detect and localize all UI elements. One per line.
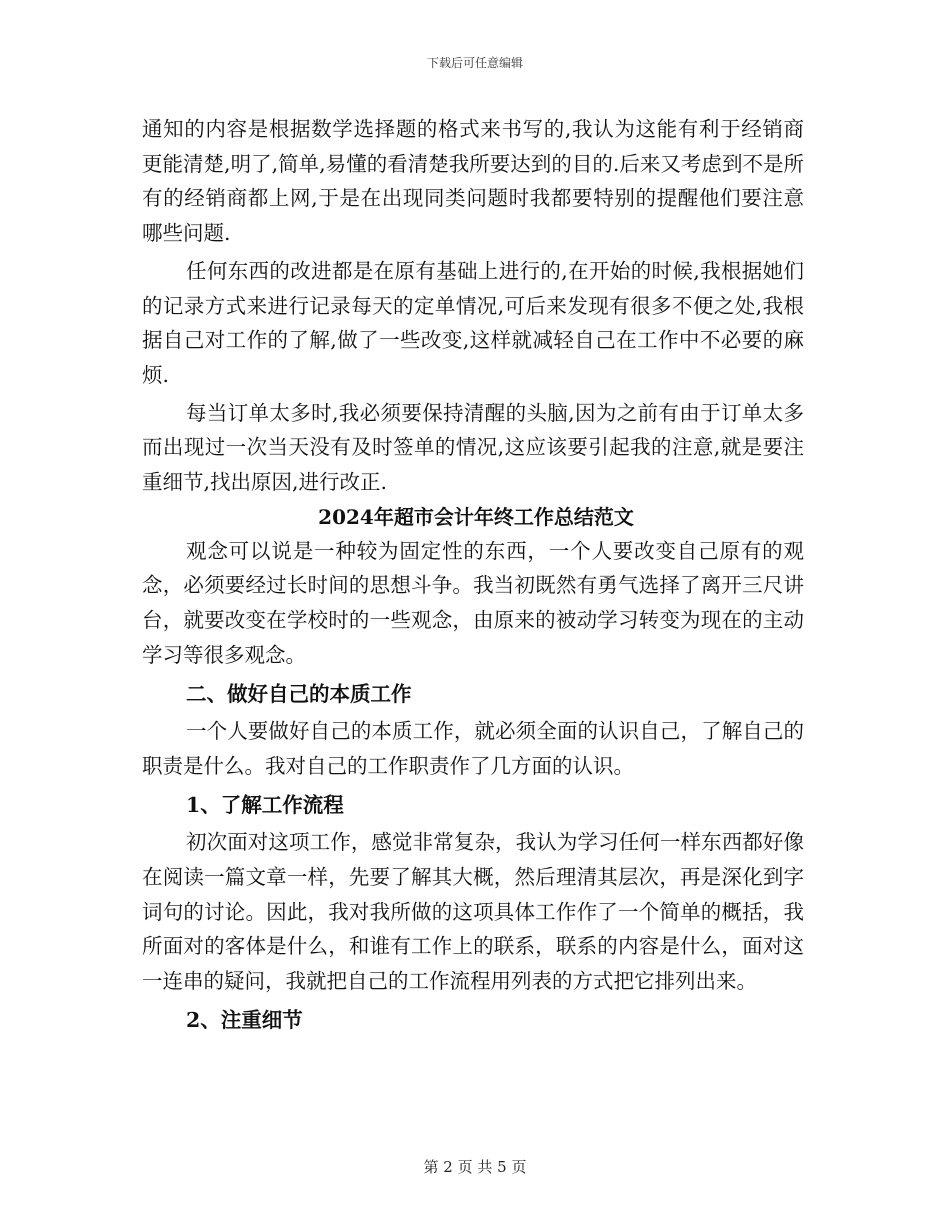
page-header: 下载后可任意编辑: [426, 56, 523, 70]
paragraph-6: 初次面对这项工作，感觉非常复杂，我认为学习任何一样东西都好像在阅读一篇文章一样，先要了解其大概，然后理清其层次，再是深化到字词句的讨论。因此，我对我所做的这项具体工作作了一个简单的概括，我所面对的客体是什么，和谁有工作上的联系，联系的内容是什么，面对这一连串的疑问，我就把自己的工作流程用列表的方式把它排列出来。: [142, 830, 804, 994]
page-footer: 第 2 页 共 5 页: [423, 1158, 527, 1176]
document-body: [142, 112, 804, 1038]
paragraph-4: 观念可以说是一种较为固定性的东西，一个人要改变自己原有的观念，必须要经过长时间的思想斗争。我当初既然有勇气选择了离开三尺讲台，就要改变在学校时的一些观念，由原来的被动学习转变为现在的主动学习等很多观念。: [142, 538, 804, 667]
paragraph-1: 通知的内容是根据数学选择题的格式来书写的,我认为这能有利于经销商更能清楚,明了,简单,易懂的看清楚我所要达到的目的.后来又考虑到不是所有的经销商都上网,于是在出现同类问题时我都要特别的提醒他们要注意哪些问题.: [142, 117, 804, 246]
subsection-heading-2: 2、注重细节: [186, 1007, 303, 1032]
paragraph-2: 任何东西的改进都是在原有基础上进行的,在开始的时候,我根据她们的记录方式来进行记录每天的定单情况,可后来发现有很多不便之处,我根据自己对工作的了解,做了一些改变,这样就减轻自己在工作中不必要的麻烦.: [142, 258, 804, 387]
document-title: 2024年超市会计年终工作总结范文: [318, 504, 634, 529]
subsection-heading-1: 1、了解工作流程: [186, 792, 344, 817]
paragraph-3: 每当订单太多时,我必须要保持清醒的头脑,因为之前有由于订单太多而出现过一次当天没有及时签单的情况,这应该要引起我的注意,就是要注重细节,找出原因,进行改正.: [142, 400, 804, 495]
section-heading-2: 二、做好自己的本质工作: [186, 681, 412, 706]
paragraph-5: 一个人要做好自己的本质工作，就必须全面的认识自己，了解自己的职责是什么。我对自己的工作职责作了几方面的认识。: [142, 719, 804, 778]
